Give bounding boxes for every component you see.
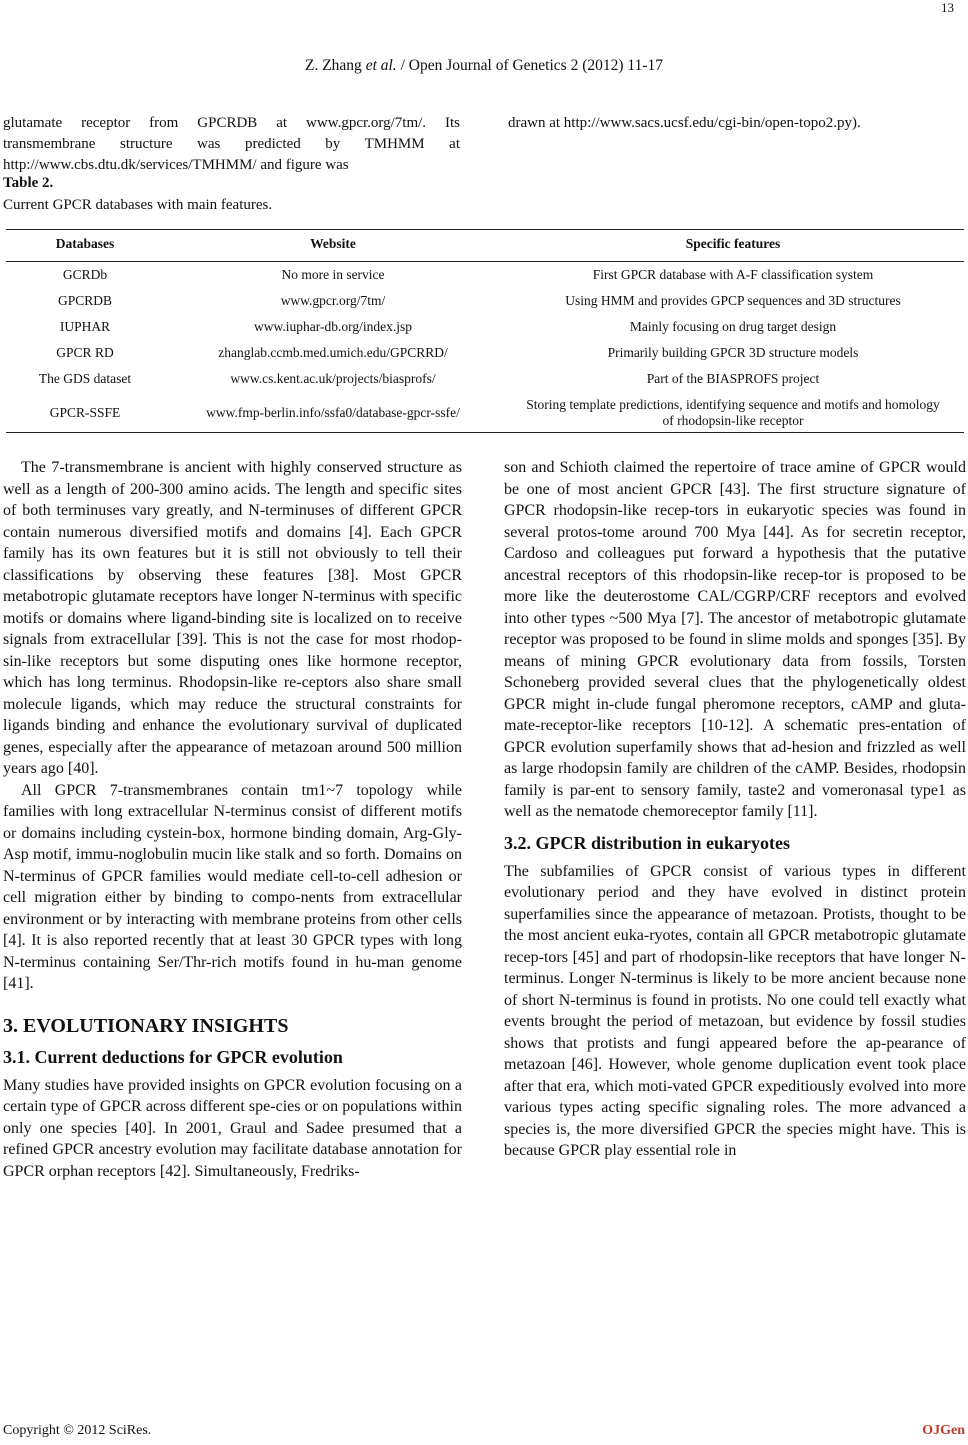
table-cell-website: www.iuphar-db.org/index.jsp	[254, 319, 412, 334]
table-row	[6, 392, 964, 433]
databases-table	[6, 229, 964, 433]
table-cell-database: GPCR-SSFE	[6, 392, 164, 433]
left-column	[3, 457, 462, 1182]
table-row	[6, 288, 964, 314]
paragraph: All GPCR 7-transmembranes contain tm1~7 topology while families with long extracellular N-terminus consist of different motifs or domains including cystein-box, hormone binding domain, Arg-Gly-Asp motif, immu-noglobulin mucin like stalk and so forth. Domains on N-terminus of GPCR families would mediate cell-to-cell adhesion or cell migration either by binding to compo-nents from extracellular environment or by interacting with membrane proteins from other cells [4]. It is also reported recently that at least 30 GPCR types with long N-terminus containing Ser/Thr-rich motifs found in hu-man genome [41].	[3, 781, 462, 992]
running-head-etal: et al.	[365, 57, 397, 74]
table-caption: Current GPCR databases with main features.	[3, 197, 273, 213]
table-cell-website: www.fmp-berlin.info/ssfa0/database-gpcr-ssfe/	[164, 392, 502, 433]
table-header-website: Website	[164, 230, 502, 262]
table-cell-website: zhanglab.ccmb.med.umich.edu/GPCRRD/	[218, 345, 448, 360]
table-cell-database: GPCRDB	[57, 293, 113, 308]
table-cell-database: GPCR RD	[56, 345, 114, 360]
subsection-heading: 3.2. GPCR distribution in eukaryotes	[504, 832, 791, 853]
table-header-row	[6, 230, 964, 262]
running-head-authors: Z. Zhang	[304, 57, 366, 74]
table-cell-features: First GPCR database with A-F classification system	[592, 267, 874, 282]
table-cell-website: No more in service	[281, 267, 385, 282]
table-cell-database: The GDS dataset	[38, 371, 132, 386]
footer-journal: OJGen	[922, 1423, 965, 1438]
running-head	[0, 57, 968, 75]
paragraph: The subfamilies of GPCR consist of various types in different evolutionary period and they have evolved in distinct protein superfamilies since the appearance of metazoan. Protists, thought to be the most ancient euka-ryotes, contain all GPCR metabotropic glutamate recep-tors [45] and part of rhodopsin-like receptors that have longer N-terminus. Longer N-terminus is likely to be more ancient because none of short N-terminus is found in protists. No one could tell exactly what events brought the period of metazoan, but evidence by fossil studies shows that protists and fungi appeared before the ap-pearance of metazoan [46]. However, whole genome duplication event took place after that era, which moti-vated GPCR expeditiously evolved into more various types acting specific signaling roles. The more advanced a species is, the more diversified GPCR the species might have. This is because GPCR play essential role in	[504, 862, 966, 1159]
footer-copyright: Copyright © 2012 SciRes.	[3, 1423, 152, 1438]
table-cell-features: Part of the BIASPROFS project	[646, 371, 820, 386]
right-column	[504, 457, 966, 1162]
table-cell-database: IUPHAR	[59, 319, 111, 334]
table-cell-database: GCRDb	[62, 267, 108, 282]
table-cell-features: Primarily building GPCR 3D structure models	[607, 345, 859, 360]
table-cell-website: www.gpcr.org/7tm/	[280, 293, 386, 308]
table-cell-features: Mainly focusing on drug target design	[629, 319, 837, 334]
paragraph: son and Schioth claimed the repertoire of trace amine of GPCR would be one of most ancient GPCR [43]. The first structure signature of GPCR rhodopsin-like recep-tors in eukaryotic species was found in several protos-tome around 700 Mya [44]. As for secretin receptor, Cardoso and colleagues put forward a hypothesis that the putative ancestral receptors of this rhodopsin-like recep-tor is proposed to be more like the deuterostome CAL/CGRP/CRF receptors and evolved into other types ~500 Mya [7]. The ancestor of metabotropic glutamate receptor was proposed to be found in slime molds and sponges [35]. By means of mining GPCR evolutionary data from fossils, Torsten Schoneberg provided several clues that the phylogenetically oldest GPCR might in-clude fungal pheromone receptors, cAMP and gluta-mate-receptor-like receptors [10-12]. A schematic pres-entation of GPCR evolution superfamily shows that ad-hesion and frizzled as well as large rhodopsin family are children of the cAMP. Besides, rhodopsin family is par-ent to sensory family, taste2 and vomeronasal type1 as well as the nematode chemoreceptor family [11].	[504, 459, 966, 820]
top-left-text: glutamate receptor from GPCRDB at www.gpcr.org/7tm/. Its transmembrane structure was predicted by TMHMM at http://www.cbs.dtu.dk/services/TMHMM/ and figure was	[3, 115, 460, 173]
top-right-text: drawn at http://www.sacs.ucsf.edu/cgi-bin/open-topo2.py).	[508, 115, 861, 131]
subsection-heading: 3.1. Current deductions for GPCR evolution	[3, 1046, 343, 1067]
section-heading: 3. EVOLUTIONARY INSIGHTS	[3, 1014, 289, 1037]
table-header-databases: Databases	[6, 230, 164, 262]
table-cell-website: www.cs.kent.ac.uk/projects/biasprofs/	[230, 371, 436, 386]
table-cell-features: Storing template predictions, identifying sequence and motifs and homology of rhodopsin-like receptor	[502, 392, 964, 433]
table-row	[6, 262, 964, 289]
page-number: 13	[941, 0, 954, 15]
table-row	[6, 366, 964, 392]
table-row	[6, 340, 964, 366]
table-row	[6, 314, 964, 340]
table-cell-features: Using HMM and provides GPCP sequences and 3D structures	[565, 293, 901, 308]
table-header-features: Specific features	[502, 230, 964, 262]
running-head-journal: / Open Journal of Genetics 2 (2012) 11-17	[396, 57, 663, 74]
paragraph: Many studies have provided insights on GPCR evolution focusing on a certain type of GPCR across different spe-cies or on populations within only one species [40]. In 2001, Graul and Sadee presumed that a refined GPCR ancestry evolution may facilitate database annotation for GPCR orphan receptors [42]. Simultaneously, Fredriks-	[3, 1076, 462, 1180]
paragraph: The 7-transmembrane is ancient with highly conserved structure as well as a length of 200-300 amino acids. The length and specific sites of both terminuses vary greatly, and N-terminuses of different GPCR contain numerous diversified motifs and domains [4]. Each GPCR family has its own features but it is still not obviously to tell their classifications by observing these features [38]. Most GPCR metabotropic glutamate receptors have longer N-terminus with specific motifs or domains where ligand-binding site is localized on to receive signals from extracellular [39]. This is not the case for most rhodop-sin-like receptors but some disputing ones like hormone receptor, which has long terminus. Rhodopsin-like re-ceptors also share small molecule ligands, which may reduce the structural constraints for ligands binding and enhance the evolutionary survival of duplicated genes, especially after the appearance of metazoan around 500 million years ago [40].	[3, 459, 462, 777]
table-label: Table 2.	[3, 175, 54, 191]
